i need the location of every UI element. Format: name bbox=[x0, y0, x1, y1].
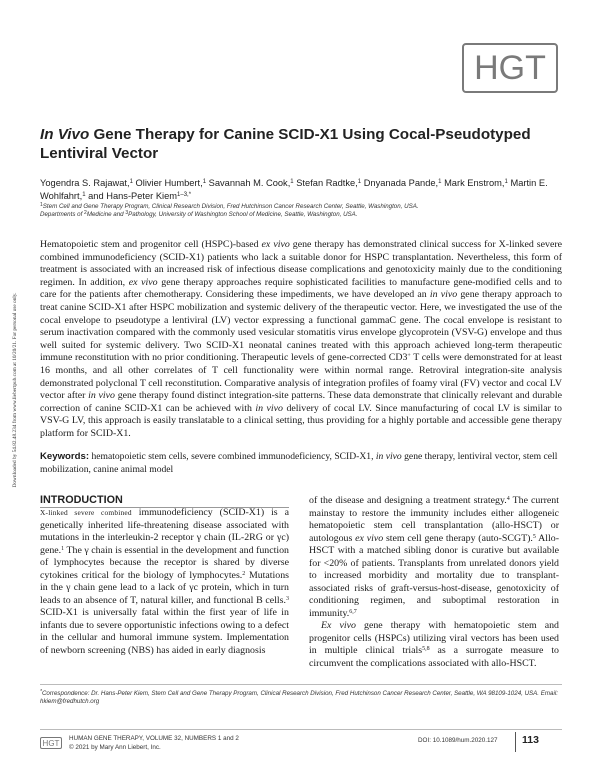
download-notice-text: Downloaded by 54.82.48.234 from www.liebertpub.com at 10/20/21. For personal use only. bbox=[12, 292, 18, 488]
author-list bbox=[40, 177, 565, 202]
keywords-label: Keywords: bbox=[40, 451, 90, 462]
author: Savannah M. Cook, bbox=[208, 178, 291, 188]
author-affiliation-ref: 1 bbox=[202, 179, 207, 185]
section-heading: INTRODUCTION bbox=[40, 494, 123, 506]
journal-info bbox=[69, 735, 239, 752]
author-affiliation-ref: 1 bbox=[357, 179, 362, 185]
author-affiliation-ref: 1 bbox=[129, 179, 133, 185]
correspondence-note: *Correspondence: Dr. Hans-Peter Kiem, Stem Cell and Gene Therapy Program, Clinical Research Division, Fred Hutchinson Cancer Research Center, Seattle, WA 98109-1024, USA. Email: hkiem@fredhutch.org bbox=[40, 689, 558, 706]
footer-journal-logo: HGT bbox=[40, 737, 62, 749]
paragraph: Ex vivo gene therapy with hematopoietic stem and progenitor cells (HSPCs) utilizing viral vectors has been used in multiple clinical trials$^{5,8}$ as a surrogate measure to circumvent the complications associated with allo-HSCT. bbox=[309, 620, 559, 669]
journal-volume: HUMAN GENE THERAPY, VOLUME 32, NUMBERS 1 and 2 bbox=[69, 735, 239, 742]
footer-separator bbox=[515, 732, 516, 752]
author-affiliation-ref: 1 bbox=[438, 179, 442, 185]
body-column-right bbox=[309, 495, 559, 670]
author: Olivier Humbert, bbox=[135, 178, 203, 188]
author: Mark Enstrom, bbox=[444, 178, 505, 188]
title-italic: In Vivo bbox=[40, 126, 90, 143]
download-notice bbox=[8, 255, 22, 525]
affiliation-ref: 1 bbox=[40, 202, 43, 208]
page-number: 113 bbox=[522, 734, 539, 746]
author: Dnyanada Pande, bbox=[363, 178, 439, 188]
affiliation-line bbox=[40, 211, 565, 219]
author: Yogendra S. Rajawat, bbox=[40, 178, 130, 188]
affiliation-ref: 3 bbox=[125, 210, 129, 217]
doi[interactable]: DOI: 10.1089/hum.2020.127 bbox=[418, 737, 498, 744]
author-affiliation-ref: 1 bbox=[504, 179, 508, 185]
author-affiliation-ref: 1 bbox=[290, 179, 294, 185]
affiliation-ref: 2 bbox=[84, 210, 87, 217]
author-affiliation-ref: 1–3,* bbox=[177, 191, 192, 198]
affiliation-text: Pathology, University of Washington School of Medicine, Seattle, Washington, USA. bbox=[128, 211, 358, 219]
affiliation-text: Medicine and bbox=[86, 211, 126, 219]
title-rest: Gene Therapy for Canine SCID-X1 Using Cocal-Pseudotyped Lentiviral Vector bbox=[40, 126, 531, 162]
author: Stefan Radtke, bbox=[296, 178, 358, 188]
keywords: Keywords: hematopoietic stem cells, severe combined immunodeficiency, SCID-X1, in vivo gene therapy, lentiviral vector, stem cell mobilization, canine animal model bbox=[40, 451, 558, 475]
author: Martin E. Wohlfahrt, bbox=[40, 178, 548, 201]
author: and Hans-Peter Kiem bbox=[88, 190, 178, 201]
journal-logo: HGT bbox=[462, 43, 558, 93]
article-title bbox=[40, 126, 560, 163]
paragraph: of the disease and designing a treatment strategy.$^4$ The current mainstay to restore the immunity includes either allogeneic hematopoietic stem cell transplantation (allo-HSCT) or autologous ex vivo stem cell gene therapy (auto-SCGT).$^5$ Allo-HSCT with a matched sibling donor is curative but available for <20% of patients. Transplants from unrelated donors yield to increased morbidity and mortality due to transplant-associated risks of graft-versus-host-disease, genotoxicity of conditioning regimen, and suboptimal restoration in immunity.$^{6,7}$ bbox=[309, 495, 559, 619]
body-column-left: X-linked severe combined immunodeficiency (SCID-X1) is a genetically inherited life-threatening disease associated with mutations in the interleukin-2 receptor γ chain (IL-2RG or γc) gene.$^1$ The γ chain is essential in the development and function of lymphocytes because the receptor is shared by diverse cytokines critical for the biology of lymphocytes.$^2$ Mutations in the γ chain gene lead to a lack of γc protein, which in turn leads to an absence of T, natural killer, and functional B cells.$^3$ SCID-X1 is universally fatal within the first year of life in infants due to severe opportunistic infections owing to a defect in the cellular and humoral immune system. Implementation of newborn screening (NBS) has aided in early diagnosis bbox=[40, 507, 289, 656]
abstract: Hematopoietic stem and progenitor cell (HSPC)-based ex vivo gene therapy has demonstrated clinical success for X-linked severe combined immunodeficiency (SCID-X1) patients who lack a suitable donor for HSPC transplantation. Nevertheless, this form of treatment is associated with an increased risk of infectious disease complications and genotoxicity mainly due to the conditioning regimen. In addition, ex vivo gene therapy approaches require sophisticated facilities to manufacture gene-modified cells and to care for the patients after chemotherapy. Considering these impediments, we have developed an in vivo gene therapy approach to treat canine SCID-X1 after HSPC mobilization and systemic delivery of the therapeutic vector. Here, we investigated the use of the cocal envelope to pseudotype a lentiviral (LV) vector expressing a functional gammaC gene. The cocal envelope is resistant to serum inactivation compared with the commonly used vesicular stomatitis virus envelope glycoprotein (VSV-G) envelope and thus well suited for systemic delivery. Two SCID-X1 neonatal canines treated with this approach achieved long-term therapeutic immune reconstitution with no prior conditioning. Therapeutic levels of gene-corrected CD3+ T cells were demonstrated for at least 16 months, and all other correlates of T cell functionality were within normal range. Retroviral integration-site analysis demonstrated polyclonal T cell reconstitution. Comparative analysis of integration profiles of foamy viral (FV) vector and cocal LV vector after in vivo gene therapy found distinct integration-site patterns. These data demonstrate that clinically relevant and durable correction of canine SCID-X1 can be achieved with in vivo delivery of cocal LV. Since manufacturing of cocal LV is similar to VSV-G LV, this approach is easily translatable to a clinical setting, thus providing for a highly portable and accessible gene therapy platform for SCID-X1. bbox=[40, 239, 563, 439]
copyright: © 2021 by Mary Ann Liebert, Inc. bbox=[69, 743, 161, 751]
affiliation-text: Stem Cell and Gene Therapy Program, Clinical Research Division, Fred Hutchinson Cancer Research Center, Seattle, Washington, USA. bbox=[42, 203, 419, 210]
affiliations bbox=[40, 203, 565, 220]
author-affiliation-ref: 1 bbox=[82, 191, 86, 198]
footer-divider bbox=[40, 729, 562, 730]
footnote-divider bbox=[40, 684, 562, 685]
affiliation-text: Departments of bbox=[40, 211, 85, 219]
